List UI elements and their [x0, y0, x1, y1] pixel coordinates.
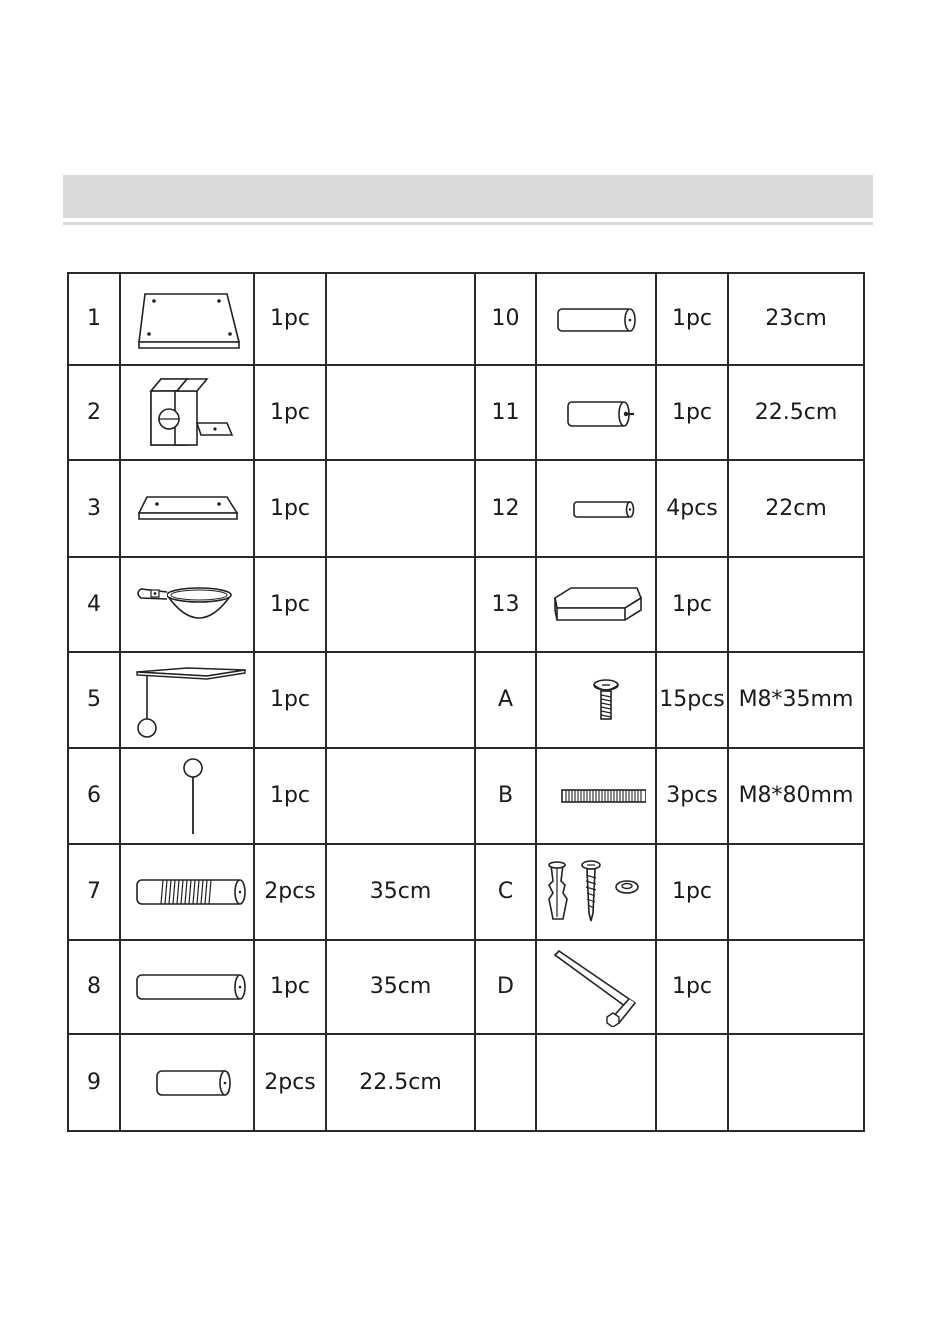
part-size: [326, 652, 475, 748]
part-number: B: [475, 748, 536, 844]
part-size: M8*35mm: [728, 652, 864, 748]
sisal-post-icon: [120, 844, 254, 940]
part-number: 7: [68, 844, 120, 940]
part-quantity: 1pc: [254, 652, 326, 748]
part-quantity: 1pc: [656, 557, 728, 652]
part-number: 3: [68, 460, 120, 557]
anchor-kit-icon: [536, 844, 656, 940]
part-number: 4: [68, 557, 120, 652]
part-number: 2: [68, 365, 120, 460]
part-size: 35cm: [326, 940, 475, 1034]
part-size: [326, 460, 475, 557]
table-row: [68, 748, 864, 844]
part-quantity: 1pc: [254, 460, 326, 557]
part-number: 8: [68, 940, 120, 1034]
platform-ball-icon: [120, 652, 254, 748]
screw-icon: [536, 652, 656, 748]
ball-stick-icon: [120, 748, 254, 844]
parts-table: [67, 272, 865, 1132]
allen-key-icon: [536, 940, 656, 1034]
part-number: 6: [68, 748, 120, 844]
short-tube-icon: [536, 460, 656, 557]
part-size: [728, 844, 864, 940]
part-quantity: 1pc: [656, 365, 728, 460]
part-size: [326, 557, 475, 652]
part-number: C: [475, 844, 536, 940]
part-quantity: 1pc: [656, 844, 728, 940]
part-number: A: [475, 652, 536, 748]
part-size: [326, 273, 475, 365]
part-size: M8*80mm: [728, 748, 864, 844]
part-quantity: 1pc: [656, 273, 728, 365]
part-size: 22cm: [728, 460, 864, 557]
part-quantity: 1pc: [254, 748, 326, 844]
part-number: 1: [68, 273, 120, 365]
part-quantity: 4pcs: [656, 460, 728, 557]
part-size: 23cm: [728, 273, 864, 365]
part-number: 9: [68, 1034, 120, 1131]
base-plate-icon: [536, 557, 656, 652]
header-rule: [63, 222, 873, 225]
part-size: [728, 1034, 864, 1131]
part-quantity: [656, 1034, 728, 1131]
part-number: 10: [475, 273, 536, 365]
table-row: [68, 844, 864, 940]
table-row: [68, 460, 864, 557]
part-quantity: 15pcs: [656, 652, 728, 748]
house-box-icon: [120, 365, 254, 460]
table-row: [68, 557, 864, 652]
plank-icon: [120, 460, 254, 557]
part-number: 12: [475, 460, 536, 557]
part-quantity: 1pc: [254, 273, 326, 365]
table-row: [68, 365, 864, 460]
part-quantity: 1pc: [254, 365, 326, 460]
part-number: 5: [68, 652, 120, 748]
part-size: [728, 557, 864, 652]
part-quantity: 1pc: [254, 557, 326, 652]
table-row: [68, 1034, 864, 1131]
empty-cell: [536, 1034, 656, 1131]
tube-pin-icon: [536, 365, 656, 460]
part-size: [326, 365, 475, 460]
part-number: 13: [475, 557, 536, 652]
tube-23-icon: [536, 273, 656, 365]
part-quantity: 1pc: [656, 940, 728, 1034]
part-size: 22.5cm: [728, 365, 864, 460]
bowl-icon: [120, 557, 254, 652]
board-icon: [120, 273, 254, 365]
table-row: [68, 652, 864, 748]
short-post-icon: [120, 1034, 254, 1131]
part-quantity: 2pcs: [254, 1034, 326, 1131]
part-size: 22.5cm: [326, 1034, 475, 1131]
post-icon: [120, 940, 254, 1034]
part-quantity: 1pc: [254, 940, 326, 1034]
table-row: [68, 273, 864, 365]
part-number: D: [475, 940, 536, 1034]
part-size: [326, 748, 475, 844]
table-row: [68, 940, 864, 1034]
part-number: [475, 1034, 536, 1131]
part-quantity: 3pcs: [656, 748, 728, 844]
part-number: 11: [475, 365, 536, 460]
part-size: 35cm: [326, 844, 475, 940]
part-quantity: 2pcs: [254, 844, 326, 940]
part-size: [728, 940, 864, 1034]
header-band: [63, 175, 873, 218]
threaded-rod-icon: [536, 748, 656, 844]
